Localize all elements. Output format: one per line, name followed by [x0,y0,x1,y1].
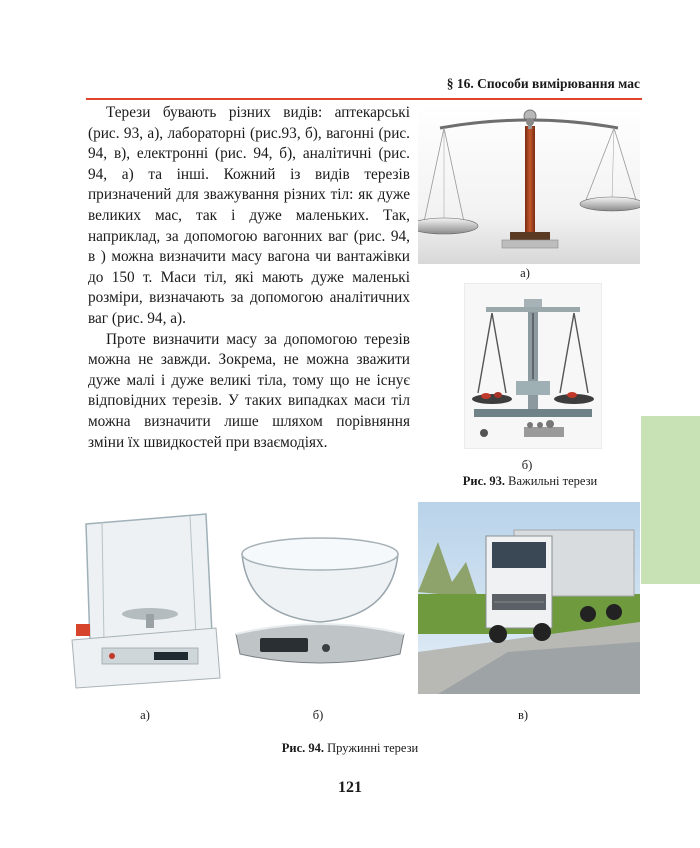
fig94-b-electronic-scale-image [230,526,410,676]
fig94-a-analytical-balance-image [62,508,226,692]
fig94-caption-label: Рис. 94. [281,741,325,755]
fig93-caption-label: Рис. 93. [462,474,506,488]
fig93-b-letter: б) [521,458,533,472]
fig94-a-letter: а) [140,708,150,722]
fig93-a-letter: а) [520,266,530,280]
chapter-side-tab [641,416,700,584]
fig94-caption-text: Пружинні терези [327,741,419,755]
page-number: 121 [338,779,362,796]
fig93-b-laboratory-scale-image [464,283,602,449]
paragraph-1: Терези бувають різних видів: аптекарські (рис. 93, а), лабораторні (рис.93, б), вагонні (рис. 94, в), електронні (рис. 94, б), аналітичні (рис. 94, а) та інші. Кожний із видів терезів призначений для зважування різних тіл: як дуже великих мас, так і дуже маленьких. Так, наприклад, за допомогою вагонних ваг (рис. 94, в ) можна визначити масу вагона чи вантажівки до 150 т. Маси тіл, які мають дуже маленькі розміри, визначають за допомогою аналітичних ваг (рис. 94, а). [88,104,410,327]
fig94-caption [200,741,500,756]
fig94-c-truck-weighbridge-image [418,502,640,694]
header-title: § 16. Способи вимірювання мас [446,76,640,91]
paragraph-2: Проте визначити масу за допомогою терезів можна не завжди. Зокрема, не можна зважити дуже малі і дуже великі тіла, тому що не існує відповідних терезів. У таких випадках маси тіл можна визначити лише шляхом порівняння зміни їх швидкостей при взаємодіях. [88,330,410,451]
fig93-a-apothecary-scale-image [418,104,640,264]
running-header [86,76,642,100]
fig93-caption-text: Важильні терези [508,474,598,488]
fig94-c-letter: в) [517,708,529,722]
body-text [88,103,410,453]
fig94-b-letter: б) [312,708,324,722]
fig93-caption [420,474,640,489]
